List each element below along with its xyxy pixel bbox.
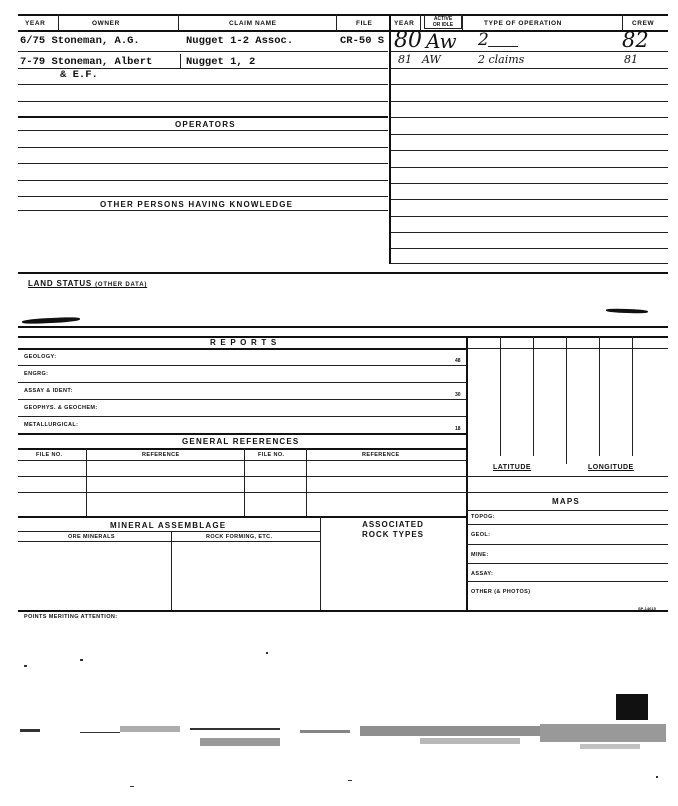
report-geophys: GEOPHYS. & GEOCHEM: [24, 405, 98, 411]
claim-row-2: Nugget 1, 2 [186, 56, 256, 68]
map-geol: GEOL: [471, 532, 491, 538]
rock-forming-header: ROCK FORMING, ETC. [206, 534, 273, 540]
owner-row-2: 7-79 Stoneman, Albert [20, 56, 153, 68]
col-header-file: FILE [356, 20, 373, 27]
report-metallurgical: METALLURGICAL: [24, 422, 79, 428]
col-header-active-or-idle [424, 15, 462, 29]
land-status-sub: (OTHER DATA) [95, 282, 148, 288]
report-metallurgical-num: 18 [455, 426, 461, 432]
claim-row-1: Nugget 1-2 Assoc. [186, 35, 294, 47]
activity-year-1: 80 [394, 28, 422, 53]
col-header-crew: CREW [632, 20, 655, 27]
general-references-title: GENERAL REFERENCES [182, 437, 300, 446]
associated-rock-types [340, 520, 446, 540]
map-mine: MINE: [471, 552, 489, 558]
report-geology-num: 48 [455, 358, 461, 364]
col-header-claim-name: CLAIM NAME [229, 20, 277, 27]
report-engrg: ENGRG: [24, 371, 49, 377]
activity-type-2: 2 claims [478, 53, 525, 66]
ref-header-reference-1: REFERENCE [142, 452, 180, 458]
activity-crew-1: 82 [622, 28, 649, 52]
points-meriting-attention: POINTS MERITING ATTENTION: [24, 614, 118, 620]
reports-title: R E P O R T S [210, 338, 278, 347]
ref-header-reference-2: REFERENCE [362, 452, 400, 458]
associated-top: ASSOCIATED [362, 520, 424, 529]
map-assay: ASSAY: [471, 571, 494, 577]
ref-header-file-no-2: FILE NO. [258, 452, 285, 458]
report-geology: GEOLOGY: [24, 354, 57, 360]
land-status-title [28, 279, 147, 288]
map-other-photos: OTHER (& PHOTOS) [471, 589, 531, 595]
form-code: SP-14615 [638, 606, 656, 611]
mineral-assemblage-title: MINERAL ASSEMBLAGE [110, 521, 227, 530]
other-persons-title: OTHER PERSONS HAVING KNOWLEDGE [100, 200, 294, 209]
report-assay-num: 30 [455, 392, 461, 398]
map-topog: TOPOG: [471, 514, 495, 520]
owner-row-1: 6/75 Stoneman, A.G. [20, 35, 140, 47]
black-square [616, 694, 648, 720]
operators-title: OPERATORS [175, 120, 236, 129]
idle-label: OR IDLE [432, 22, 454, 28]
owner-row-2-cont: & E.F. [60, 69, 98, 81]
col-header-year: YEAR [25, 20, 46, 27]
report-assay: ASSAY & IDENT: [24, 388, 73, 394]
activity-crew-2: 81 [624, 53, 638, 66]
activity-year-2: 81 [398, 53, 412, 66]
col-header-year-2: YEAR [394, 20, 415, 27]
col-header-type-of-operation: TYPE OF OPERATION [484, 20, 562, 27]
col-header-owner: OWNER [92, 20, 120, 27]
longitude-label: LONGITUDE [588, 464, 634, 471]
ink-smudge [22, 316, 80, 324]
activity-status-1: Aw [426, 29, 457, 53]
activity-type-1: 2 [478, 30, 489, 50]
land-status-label: LAND STATUS [28, 279, 93, 288]
latitude-label: LATITUDE [493, 464, 532, 471]
activity-status-2: AW [422, 53, 441, 66]
file-row-1: CR-50 S [340, 35, 385, 47]
active-label: ACTIVE [433, 16, 453, 22]
ink-smudge-2 [606, 308, 648, 313]
ref-header-file-no-1: FILE NO. [36, 452, 63, 458]
maps-title: MAPS [552, 497, 580, 506]
scan-noise-band [20, 724, 666, 754]
associated-bottom: ROCK TYPES [361, 530, 424, 539]
ore-minerals-header: ORE MINERALS [68, 534, 115, 540]
